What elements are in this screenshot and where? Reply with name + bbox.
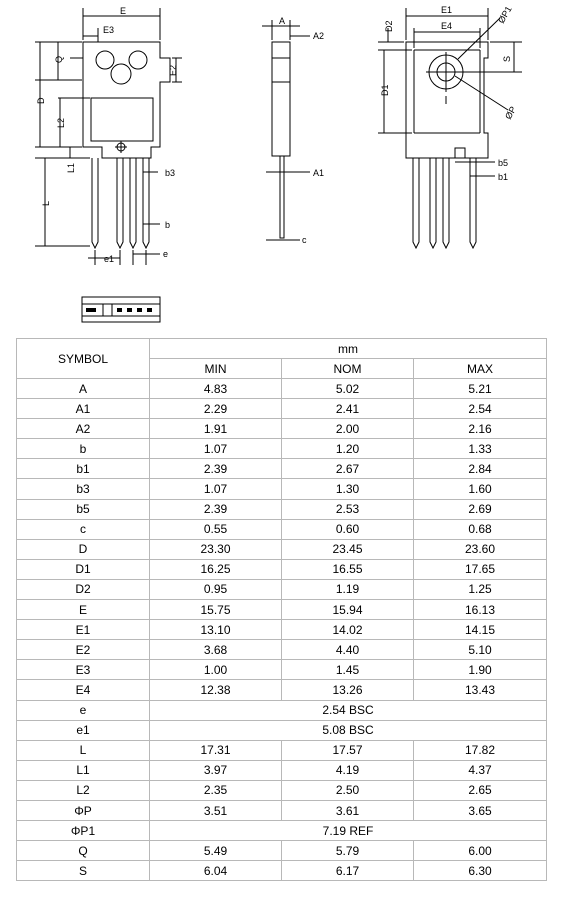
max-value-cell: 14.15 bbox=[414, 620, 547, 640]
label-D2: D2 bbox=[384, 20, 394, 32]
symbol-cell: c bbox=[17, 519, 150, 539]
symbol-cell: E bbox=[17, 600, 150, 620]
nom-value-cell: 2.41 bbox=[282, 399, 414, 419]
label-L1: L1 bbox=[66, 162, 76, 173]
symbol-cell: e bbox=[17, 700, 150, 720]
label-c: c bbox=[302, 235, 307, 245]
label-E1: E1 bbox=[441, 5, 453, 15]
label-L: L bbox=[41, 200, 51, 206]
symbol-cell: ΦP1 bbox=[17, 821, 150, 841]
table-row bbox=[17, 439, 547, 459]
min-value-cell: 1.07 bbox=[150, 479, 282, 499]
label-e: e bbox=[163, 249, 169, 259]
dimensions-body bbox=[17, 379, 547, 881]
max-value-cell: 2.54 bbox=[414, 399, 547, 419]
min-value-cell: 3.68 bbox=[150, 640, 282, 660]
symbol-cell: D1 bbox=[17, 559, 150, 579]
max-value-cell: 16.13 bbox=[414, 600, 547, 620]
table-row bbox=[17, 861, 547, 881]
nom-value-cell: 3.61 bbox=[282, 800, 414, 820]
symbol-cell: A bbox=[17, 379, 150, 399]
max-value-cell: 1.25 bbox=[414, 579, 547, 599]
table-row bbox=[17, 499, 547, 519]
nom-value-cell: 2.67 bbox=[282, 459, 414, 479]
nom-value-cell: 1.20 bbox=[282, 439, 414, 459]
nom-value-cell: 2.53 bbox=[282, 499, 414, 519]
symbol-cell: E4 bbox=[17, 680, 150, 700]
max-value-cell: 5.10 bbox=[414, 640, 547, 660]
table-row bbox=[17, 600, 547, 620]
label-P1: ØP1 bbox=[496, 4, 514, 26]
label-L2: L2 bbox=[56, 117, 66, 128]
max-value-cell: 17.82 bbox=[414, 740, 547, 760]
max-value-cell: 23.60 bbox=[414, 539, 547, 559]
symbol-cell: D bbox=[17, 539, 150, 559]
front-view bbox=[35, 8, 182, 265]
side-view bbox=[262, 20, 310, 240]
min-value-cell: 4.83 bbox=[150, 379, 282, 399]
label-A1: A1 bbox=[313, 168, 325, 178]
label-b3: b3 bbox=[165, 168, 176, 178]
basic-value-cell: 7.19 REF bbox=[150, 821, 547, 841]
min-value-cell: 1.91 bbox=[150, 419, 282, 439]
label-D1: D1 bbox=[380, 84, 390, 96]
label-E4: E4 bbox=[441, 21, 453, 31]
symbol-cell: b5 bbox=[17, 499, 150, 519]
table-row bbox=[17, 379, 547, 399]
min-value-cell: 0.55 bbox=[150, 519, 282, 539]
table-row bbox=[17, 800, 547, 820]
symbol-cell: ΦP bbox=[17, 800, 150, 820]
table-row bbox=[17, 720, 547, 740]
nom-value-cell: 1.30 bbox=[282, 479, 414, 499]
table-row bbox=[17, 660, 547, 680]
symbol-cell: b bbox=[17, 439, 150, 459]
table-row bbox=[17, 620, 547, 640]
symbol-cell: E1 bbox=[17, 620, 150, 640]
min-value-cell: 13.10 bbox=[150, 620, 282, 640]
max-value-cell: 5.21 bbox=[414, 379, 547, 399]
symbol-cell: L2 bbox=[17, 780, 150, 800]
symbol-cell: E3 bbox=[17, 660, 150, 680]
label-A: A bbox=[279, 16, 286, 26]
nom-value-cell: 1.19 bbox=[282, 579, 414, 599]
max-value-cell: 2.65 bbox=[414, 780, 547, 800]
nom-value-cell: 0.60 bbox=[282, 519, 414, 539]
nom-header: NOM bbox=[282, 359, 414, 379]
label-Q: Q bbox=[54, 55, 64, 63]
min-value-cell: 16.25 bbox=[150, 559, 282, 579]
label-P: ØP bbox=[503, 104, 519, 121]
label-A2: A2 bbox=[313, 31, 325, 41]
table-row bbox=[17, 519, 547, 539]
package-drawing bbox=[0, 0, 562, 335]
nom-value-cell: 2.50 bbox=[282, 780, 414, 800]
max-value-cell: 4.37 bbox=[414, 760, 547, 780]
max-value-cell: 2.69 bbox=[414, 499, 547, 519]
symbol-cell: L bbox=[17, 740, 150, 760]
label-b1: b1 bbox=[498, 172, 509, 182]
max-value-cell: 3.65 bbox=[414, 800, 547, 820]
table-row bbox=[17, 399, 547, 419]
nom-value-cell: 5.02 bbox=[282, 379, 414, 399]
label-b5: b5 bbox=[498, 158, 509, 168]
max-value-cell: 2.16 bbox=[414, 419, 547, 439]
min-value-cell: 2.39 bbox=[150, 499, 282, 519]
table-row bbox=[17, 740, 547, 760]
label-E2: E2 bbox=[168, 64, 178, 76]
symbol-cell: Q bbox=[17, 841, 150, 861]
min-value-cell: 23.30 bbox=[150, 539, 282, 559]
symbol-cell: S bbox=[17, 861, 150, 881]
min-value-cell: 15.75 bbox=[150, 600, 282, 620]
symbol-cell: D2 bbox=[17, 579, 150, 599]
table-row bbox=[17, 539, 547, 559]
symbol-cell: b1 bbox=[17, 459, 150, 479]
label-E3: E3 bbox=[103, 25, 115, 35]
nom-value-cell: 2.00 bbox=[282, 419, 414, 439]
table-row bbox=[17, 419, 547, 439]
table-row bbox=[17, 640, 547, 660]
unit-header: mm bbox=[150, 339, 547, 359]
table-row bbox=[17, 841, 547, 861]
nom-value-cell: 5.79 bbox=[282, 841, 414, 861]
nom-value-cell: 23.45 bbox=[282, 539, 414, 559]
min-value-cell: 17.31 bbox=[150, 740, 282, 760]
nom-value-cell: 1.45 bbox=[282, 660, 414, 680]
symbol-header: SYMBOL bbox=[17, 339, 150, 379]
max-value-cell: 1.90 bbox=[414, 660, 547, 680]
table-row bbox=[17, 760, 547, 780]
symbol-cell: A1 bbox=[17, 399, 150, 419]
label-e1: e1 bbox=[104, 254, 115, 264]
table-row bbox=[17, 680, 547, 700]
min-value-cell: 5.49 bbox=[150, 841, 282, 861]
nom-value-cell: 16.55 bbox=[282, 559, 414, 579]
symbol-cell: e1 bbox=[17, 720, 150, 740]
nom-value-cell: 17.57 bbox=[282, 740, 414, 760]
max-value-cell: 0.68 bbox=[414, 519, 547, 539]
table-row bbox=[17, 780, 547, 800]
nom-value-cell: 14.02 bbox=[282, 620, 414, 640]
min-value-cell: 2.29 bbox=[150, 399, 282, 419]
min-value-cell: 6.04 bbox=[150, 861, 282, 881]
max-value-cell: 6.30 bbox=[414, 861, 547, 881]
min-value-cell: 3.51 bbox=[150, 800, 282, 820]
table-row bbox=[17, 479, 547, 499]
max-value-cell: 1.60 bbox=[414, 479, 547, 499]
min-value-cell: 3.97 bbox=[150, 760, 282, 780]
min-value-cell: 1.07 bbox=[150, 439, 282, 459]
dimensions-table bbox=[16, 338, 547, 881]
table-row bbox=[17, 821, 547, 841]
nom-value-cell: 4.19 bbox=[282, 760, 414, 780]
max-value-cell: 17.65 bbox=[414, 559, 547, 579]
nom-value-cell: 6.17 bbox=[282, 861, 414, 881]
max-value-cell: 1.33 bbox=[414, 439, 547, 459]
nom-value-cell: 4.40 bbox=[282, 640, 414, 660]
table-row bbox=[17, 579, 547, 599]
nom-value-cell: 13.26 bbox=[282, 680, 414, 700]
max-header: MAX bbox=[414, 359, 547, 379]
basic-value-cell: 5.08 BSC bbox=[150, 720, 547, 740]
symbol-cell: L1 bbox=[17, 760, 150, 780]
basic-value-cell: 2.54 BSC bbox=[150, 700, 547, 720]
max-value-cell: 6.00 bbox=[414, 841, 547, 861]
label-S: S bbox=[502, 55, 512, 62]
table-row bbox=[17, 700, 547, 720]
symbol-cell: E2 bbox=[17, 640, 150, 660]
symbol-cell: b3 bbox=[17, 479, 150, 499]
max-value-cell: 13.43 bbox=[414, 680, 547, 700]
label-b: b bbox=[165, 220, 171, 230]
nom-value-cell: 15.94 bbox=[282, 600, 414, 620]
label-D: D bbox=[36, 97, 46, 104]
min-value-cell: 1.00 bbox=[150, 660, 282, 680]
back-view bbox=[378, 8, 522, 248]
table-row bbox=[17, 459, 547, 479]
min-header: MIN bbox=[150, 359, 282, 379]
max-value-cell: 2.84 bbox=[414, 459, 547, 479]
min-value-cell: 2.39 bbox=[150, 459, 282, 479]
min-value-cell: 2.35 bbox=[150, 780, 282, 800]
label-E: E bbox=[120, 6, 127, 16]
min-value-cell: 12.38 bbox=[150, 680, 282, 700]
table-row bbox=[17, 559, 547, 579]
symbol-cell: A2 bbox=[17, 419, 150, 439]
min-value-cell: 0.95 bbox=[150, 579, 282, 599]
